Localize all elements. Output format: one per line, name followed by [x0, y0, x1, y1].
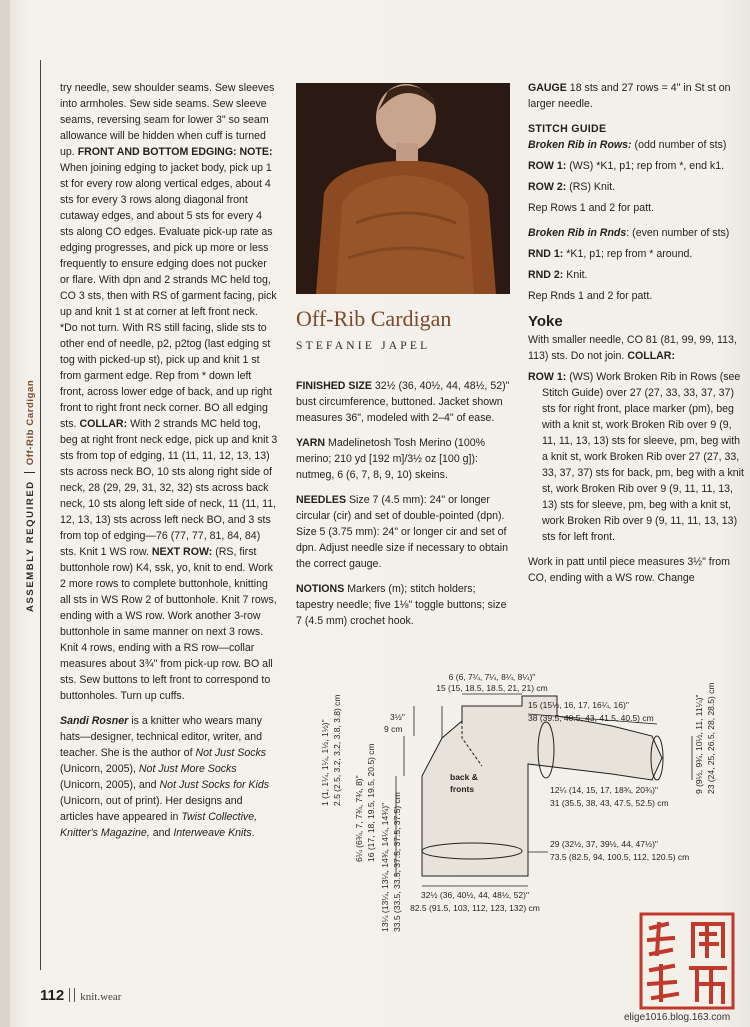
body-length-in: 13¼ (13¼, 13¼, 14¾, 14¼, 14¾)" — [380, 802, 390, 932]
next-row-label: NEXT ROW: — [151, 546, 213, 558]
bust-in: 32½ (36, 40½, 44, 48½, 52)" — [421, 890, 529, 900]
column-two — [296, 378, 510, 629]
raglan-in: 15 (15½, 16, 17, 16¼, 16)" — [528, 700, 629, 710]
page-number: 112 — [40, 987, 65, 1004]
bust-cm: 82.5 (91.5, 103, 112, 123, 132) cm — [410, 903, 540, 913]
neck-width-cm: 15 (15, 18.5, 18.5, 21, 21) cm — [436, 683, 548, 693]
magazine-name: knit.wear — [80, 991, 122, 1003]
yoke-closing: Work in patt until piece measures 3½" from CO, ending with a WS row. Change — [528, 556, 730, 584]
hem-in: 29 (32½, 37, 39½, 44, 47½)" — [550, 839, 658, 849]
seal-stamp-icon — [637, 910, 737, 1012]
piece-label-back: back & — [450, 772, 478, 782]
neck-depth-cm: 9 cm — [384, 724, 403, 734]
column-one — [60, 80, 278, 841]
row-1: ROW 1: (WS) *K1, p1; rep from *, end k1. — [528, 160, 725, 172]
finishing-paragraph: try needle, sew shoulder seams. Sew sleeves into armholes. Sew side seams. Sew sleeve seams, reversing seam for lower 3" so seam allowance will be hidden when cuff is turned up. FRONT AND BOTTOM EDGING: NOTE: When joining edging to jacket body, pick up 1 st for every row along vertical edges, about 4 sts for every 3 rows along diagonal front cutaway edges, and about 5 sts for every 4 sts along CO edges. Evaluate pick-up rate as edging progresses, and pick up more or less frequently to ensure edging does not pucker or flare. With dpn and 2 strands MC held tog, CO 3 sts, then with RS of garment facing, pick up and knit 1 st at corner at left front neck. *Do not turn. With RS still facing, slide sts to other end of needle, p2, p2tog (last edging st tog with picked-up st), pick up and knit 1 st from garment edge. Rep from * down left front, across lower edge of back, and up right front to right front neck corner. BO all edging sts. COLLAR: With 2 strands MC held tog, beg at right front neck edge, pick up and knit 3 sts from top of edging, 11 (11, 11, 12, 13, 13) sts across neck BO, 10 sts along right side of neck, 28 (29, 29, 31, 32, 32) sts across back neck, 10 sts along left side of neck, 11 (11, 11, 12, 13, 13) sts across left neck BO, and 3 sts from top of edging—76 (77, 77, 81, 84, 84) sts. Knit 1 WS row. NEXT ROW: (RS, first buttonhole row) K4, ssk, yo, knit to end. Work 2 more rows to complete buttonhole, knitting all sts in WS Row 2 of buttonhole. Knit 7 rows, ending with a WS row. Work another 3-row buttonhole in same manner on next 3 rows. Knit 4 rows, ending with a RS row—collar measures about 3¾" from pick-up row. BO all sts. Sew buttons to left front to correspond to buttonholes. Turn up cuffs. — [60, 82, 278, 702]
shoulder-in: 1 (1, 1¼, 1¼, 1½, 1½)" — [320, 719, 330, 806]
garment-schematic — [292, 666, 748, 936]
collar-label: COLLAR: — [79, 418, 128, 430]
cuff-cm: 31 (35.5, 38, 43, 47.5, 52.5) cm — [550, 798, 669, 808]
finished-size: FINISHED SIZE 32½ (36, 40½, 44, 48½, 52)" bust circumference, buttoned. Jacket shown measures 36", modeled with 2–4" of ease. — [296, 380, 510, 424]
footer-divider — [69, 988, 75, 1002]
author-bio: Sandi Rosner is a knitter who wears many hats—designer, technical editor, writer, and teacher. She is the author of Not Just Socks (Unicorn, 2005), Not Just More Socks (Unicorn, 2005), and Not Just Socks for Kids (Unicorn, out of print). Her designs and articles have appeared in Twist Collective, Knitter's Magazine, and Interweave Knits. — [60, 715, 270, 839]
sleeve-length-in: 9 (9½, 9¾, 10½, 11, 11¼)" — [694, 694, 704, 794]
front-edging-label: FRONT AND BOTTOM EDGING: NOTE: — [77, 146, 273, 158]
side-tab-label: ASSEMBLY REQUIRED — [25, 480, 36, 612]
yarn: YARN Madelinetosh Tosh Merino (100% merino; 210 yd [192 m]/3½ oz [100 g]): nutmeg, 6 (6, 7, 8, 9, 10) skeins. — [296, 437, 486, 481]
armhole-in: 6¼ (6¾, 7, 7¾, 7¾, 8)" — [354, 775, 364, 862]
notions: NOTIONS Markers (m); stitch holders; tapestry needle; five 1⅛" toggle buttons; size 7 (4.5 mm) crochet hook. — [296, 583, 507, 627]
gutter-strip — [0, 0, 10, 1027]
neck-depth-in: 3½" — [390, 712, 405, 722]
side-rule — [40, 60, 41, 970]
side-tab-divider — [24, 472, 35, 473]
rep-rows: Rep Rows 1 and 2 for patt. — [528, 202, 655, 214]
gauge: GAUGE 18 sts and 27 rows = 4" in St st on larger needle. — [528, 82, 731, 110]
designer-name: STEFANIE JAPEL — [296, 340, 431, 352]
rep-rnds: Rep Rnds 1 and 2 for patt. — [528, 290, 653, 302]
row-2: ROW 2: (RS) Knit. — [528, 181, 616, 193]
piece-label-fronts: fronts — [450, 784, 475, 794]
side-tab — [24, 380, 36, 612]
armhole-cm: 16 (17, 18, 19.5, 19.5, 20.5) cm — [366, 743, 376, 862]
yoke-row-1: ROW 1: (WS) Work Broken Rib in Rows (see Stitch Guide) over 27 (27, 33, 33, 37, 37) sts for right front, place marker (pm), beg with a knit st, work Broken Rib over 9 (9, 11, 11, 13, 13) sts for sleeve, pm, beg with a knit st, work Broken Rib over 27 (27, 33, 33, 37, 37) sts for back, pm, beg with a knit st, work Broken Rib over 9 (9, 11, 11, 13, 13) sts for sleeve, pm, beg with a knit st, work Broken Rib over 9 (9, 11, 11, 13, 13) sts for left front. — [528, 371, 744, 543]
yoke-heading: Yoke — [528, 313, 563, 330]
hem-cm: 73.5 (82.5, 94, 100.5, 112, 120.5) cm — [550, 852, 690, 862]
column-three — [528, 80, 744, 586]
rnd-2: RND 2: Knit. — [528, 269, 588, 281]
bio-name: Sandi Rosner — [60, 715, 129, 727]
pattern-title: Off-Rib Cardigan — [296, 306, 452, 331]
cuff-in: 12¼ (14, 15, 17, 18¾, 20¾)" — [550, 785, 658, 795]
stitch-guide-heading: STITCH GUIDE — [528, 123, 607, 135]
rnd-1: RND 1: *K1, p1; rep from * around. — [528, 248, 693, 260]
shoulder-cm: 2.5 (2.5, 3.2, 3.2, 3.8, 3.8) cm — [332, 694, 342, 806]
watermark-credit: elige1016.blog.163.com — [624, 1012, 731, 1023]
cardigan-photo — [296, 83, 510, 294]
body-length-cm: 33.5 (33.5, 33.5, 37.5, 37.5, 37.5) cm — [392, 792, 402, 932]
broken-rib-rows: Broken Rib in Rows: (odd number of sts) — [528, 139, 727, 151]
model-back-illustration — [296, 83, 510, 294]
needles: NEEDLES Size 7 (4.5 mm): 24" or longer circular (cir) and set of double-pointed (dpn). Size 5 (3.75 mm): 24" or longer cir and set of dpn. Adjust needle size if necessary to obtain the correct gauge. — [296, 494, 509, 570]
broken-rib-rnds: Broken Rib in Rnds: (even number of sts) — [528, 227, 730, 239]
sleeve-length-cm: 23 (24, 25, 26.5, 28, 28.5) cm — [706, 682, 716, 794]
yoke-intro: With smaller needle, CO 81 (81, 99, 99, 113, 113) sts. Do not join. COLLAR: — [528, 334, 737, 362]
raglan-cm: 38 (39.5, 40.5, 43, 41.5, 40.5) cm — [528, 713, 654, 723]
neck-width-in: 6 (6, 7¼, 7¼, 8¼, 8¼)" — [448, 672, 536, 682]
page-footer — [40, 987, 121, 1005]
side-tab-title: Off-Rib Cardigan — [25, 379, 36, 466]
